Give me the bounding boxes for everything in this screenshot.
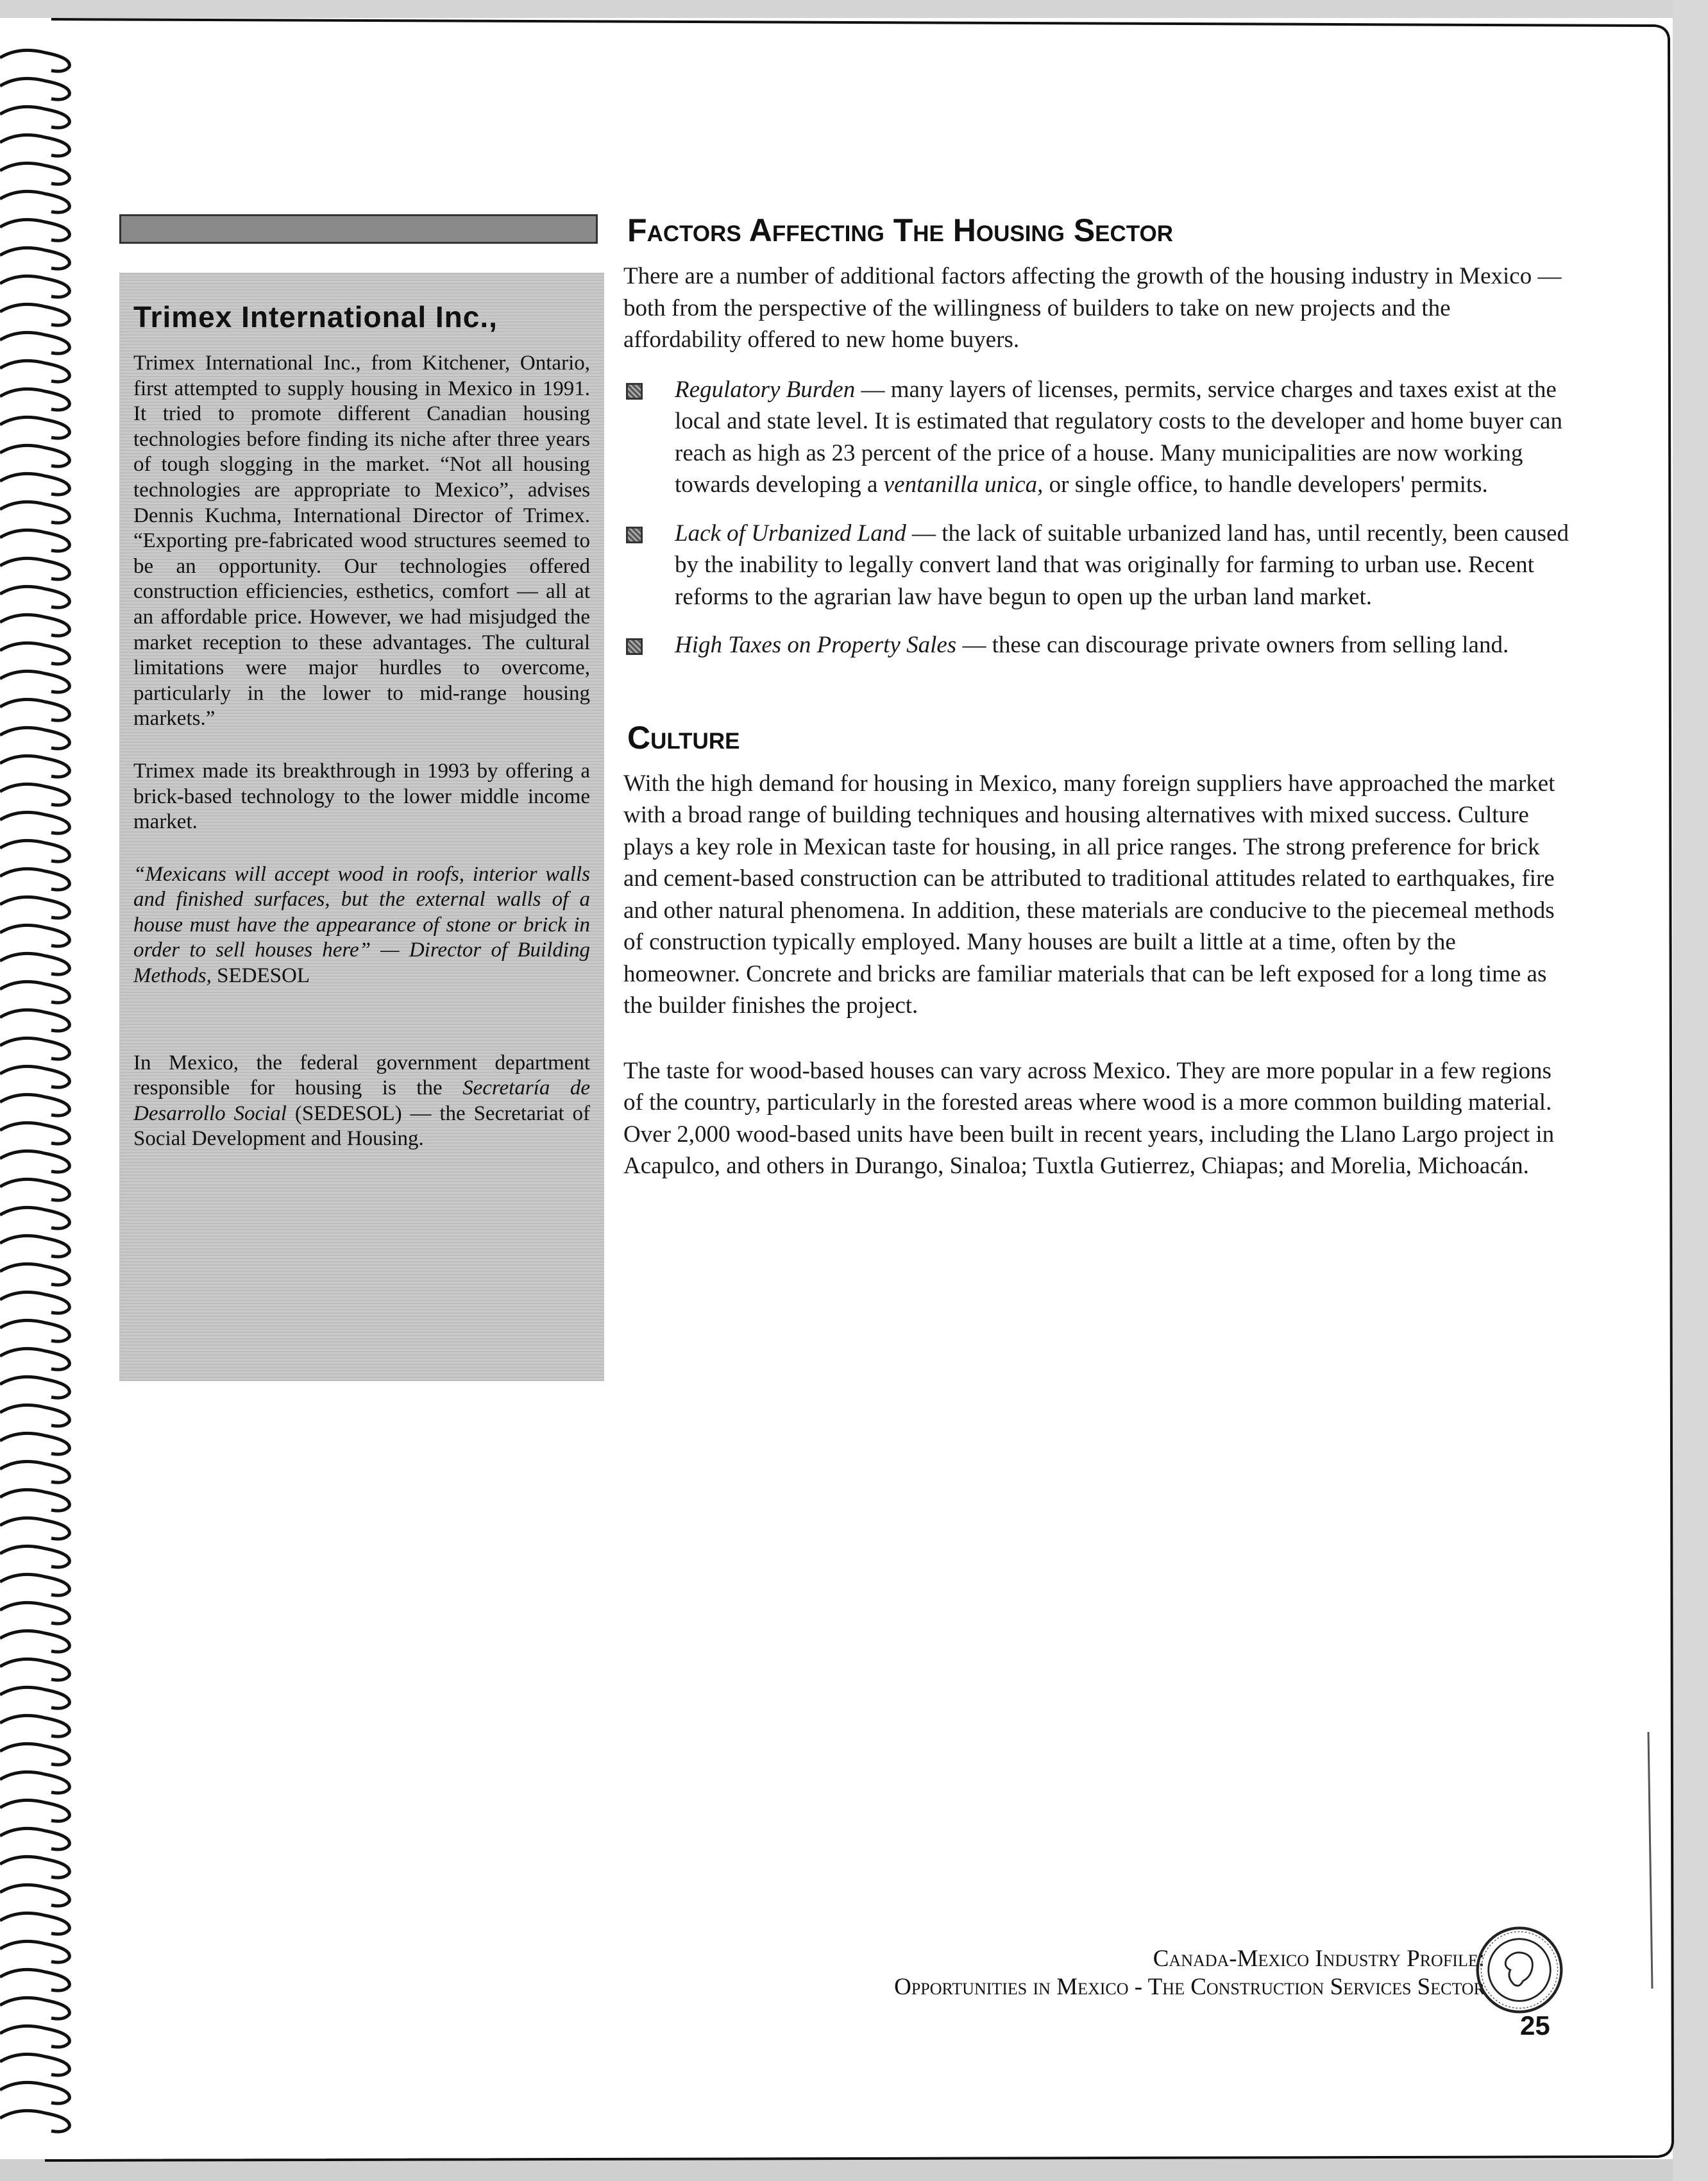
sedesol-note-term: Secretaría de Desarrollo Social <box>133 1076 591 1125</box>
bullet-text: — these can discourage private owners from selling land. <box>956 632 1509 658</box>
sidebar-case-study <box>119 273 604 1381</box>
footer-line-1: Canada-Mexico Industry Profile: <box>1153 1946 1485 1972</box>
factors-list <box>623 374 1573 661</box>
factors-intro: There are a number of additional factors affecting the growth of the housing industry in Mexico — both from the perspective of the willingness of builders to take on new projects and the affordability offered to new home buyers. <box>623 263 1562 353</box>
culture-paragraph-2: The taste for wood-based houses can vary across Mexico. They are more popular in a few regions of the country, particularly in the forested areas where wood is a more common building material. Over 2,000 wood-based units have been built in recent years, including the Llano Largo project in Acapulco, and others in Durango, Sinaloa; Tuxtla Gutierrez, Chiapas; and Morelia, Michoacán. <box>623 1057 1555 1179</box>
sidebar-quote <box>133 862 590 989</box>
page-number: 25 <box>1520 2010 1550 2041</box>
bullet-term: Regulatory Burden <box>675 376 856 403</box>
list-item <box>623 629 1573 661</box>
bullet-text: — the lack of suitable urbanized land has, until recently, been caused by the inability to legally convert land that was originally for farming to urban use. Recent reforms to the agrarian law have begun to open up the urban land market. <box>675 520 1569 610</box>
sidebar-quote-source: SEDESOL <box>217 964 310 988</box>
sidebar-quote-text: “Mexicans will accept wood in roofs, interior walls and finished surfaces, but the external walls of a house must have the appearance of stone or brick in order to sell houses here” — Director of Building Methods, <box>133 862 590 988</box>
bullet-term: Lack of Urbanized Land <box>675 520 906 547</box>
sidebar-title: Trimex International Inc., <box>133 300 498 334</box>
square-bullet-icon <box>626 527 643 543</box>
sedesol-note-pre: In Mexico, the federal government department responsible for housing is the <box>133 1051 590 1100</box>
running-footer <box>894 1945 1485 2001</box>
sidebar-paragraph-1: Trimex International Inc., from Kitchener, Ontario, first attempted to supply housing in Mexico in 1991. It tried to promote different Canadian housing technologies before finding its niche after three years of tough slogging in the market. “Not all housing technologies are appropriate to Mexico”, advises Dennis Kuchma, International Director of Trimex. “Exporting pre-fabricated wood structures seemed to be an opportunity. Our technologies offered construction efficiencies, esthetics, comfort — all at an affordable price. However, we had misjudged the market reception to these advantages. The cultural limitations were major hurdles to overcome, particularly in the lower to mid-range housing markets.” <box>133 352 590 731</box>
factors-heading: Factors Affecting The Housing Sector <box>627 212 1174 248</box>
sidebar-sedesol-note <box>133 1051 590 1152</box>
culture-paragraph-1: With the high demand for housing in Mexico, many foreign suppliers have approached the market with a broad range of building techniques and housing alternatives with mixed success. Culture plays a key role in Mexican taste for housing, in all price ranges. The strong preference for brick and cement-based construction can be attributed to traditional attitudes related to earthquakes, fire and other natural phenomena. In addition, these materials are conducive to the piecemeal methods of construction typically employed. Many houses are built a little at a time, often by the homeowner. Concrete and bricks are familiar materials that can be left exposed for a long time as the builder finishes the project. <box>623 770 1555 1019</box>
government-seal-icon <box>1474 1924 1565 2016</box>
bullet-term: High Taxes on Property Sales <box>675 632 957 658</box>
sedesol-note-post: (SEDESOL) — the Secretariat of Social Development and Housing. <box>133 1101 590 1151</box>
bullet-text: — many layers of licenses, permits, service charges and taxes exist at the local and state level. It is estimated that regulatory costs to the developer and home buyer can reach as high as 23 percent of the price of a house. Many municipalities are now working towards developing a <box>675 376 1562 498</box>
main-column <box>623 212 1573 1182</box>
list-item <box>623 518 1573 613</box>
square-bullet-icon <box>626 638 643 655</box>
sidebar-paragraph-2: Trimex made its breakthrough in 1993 by offering a brick-based technology to the lower middle income market. <box>133 759 590 834</box>
bullet-text-end: or single office, to handle developers' permits. <box>1043 471 1488 498</box>
footer-line-2: Opportunities in Mexico - The Construction Services Sector <box>894 1974 1485 2000</box>
bullet-term-inline: ventanilla unica, <box>883 471 1044 498</box>
list-item <box>623 374 1573 501</box>
culture-heading: Culture <box>627 719 740 756</box>
square-bullet-icon <box>626 383 643 400</box>
sidebar-header-bar <box>119 214 598 244</box>
